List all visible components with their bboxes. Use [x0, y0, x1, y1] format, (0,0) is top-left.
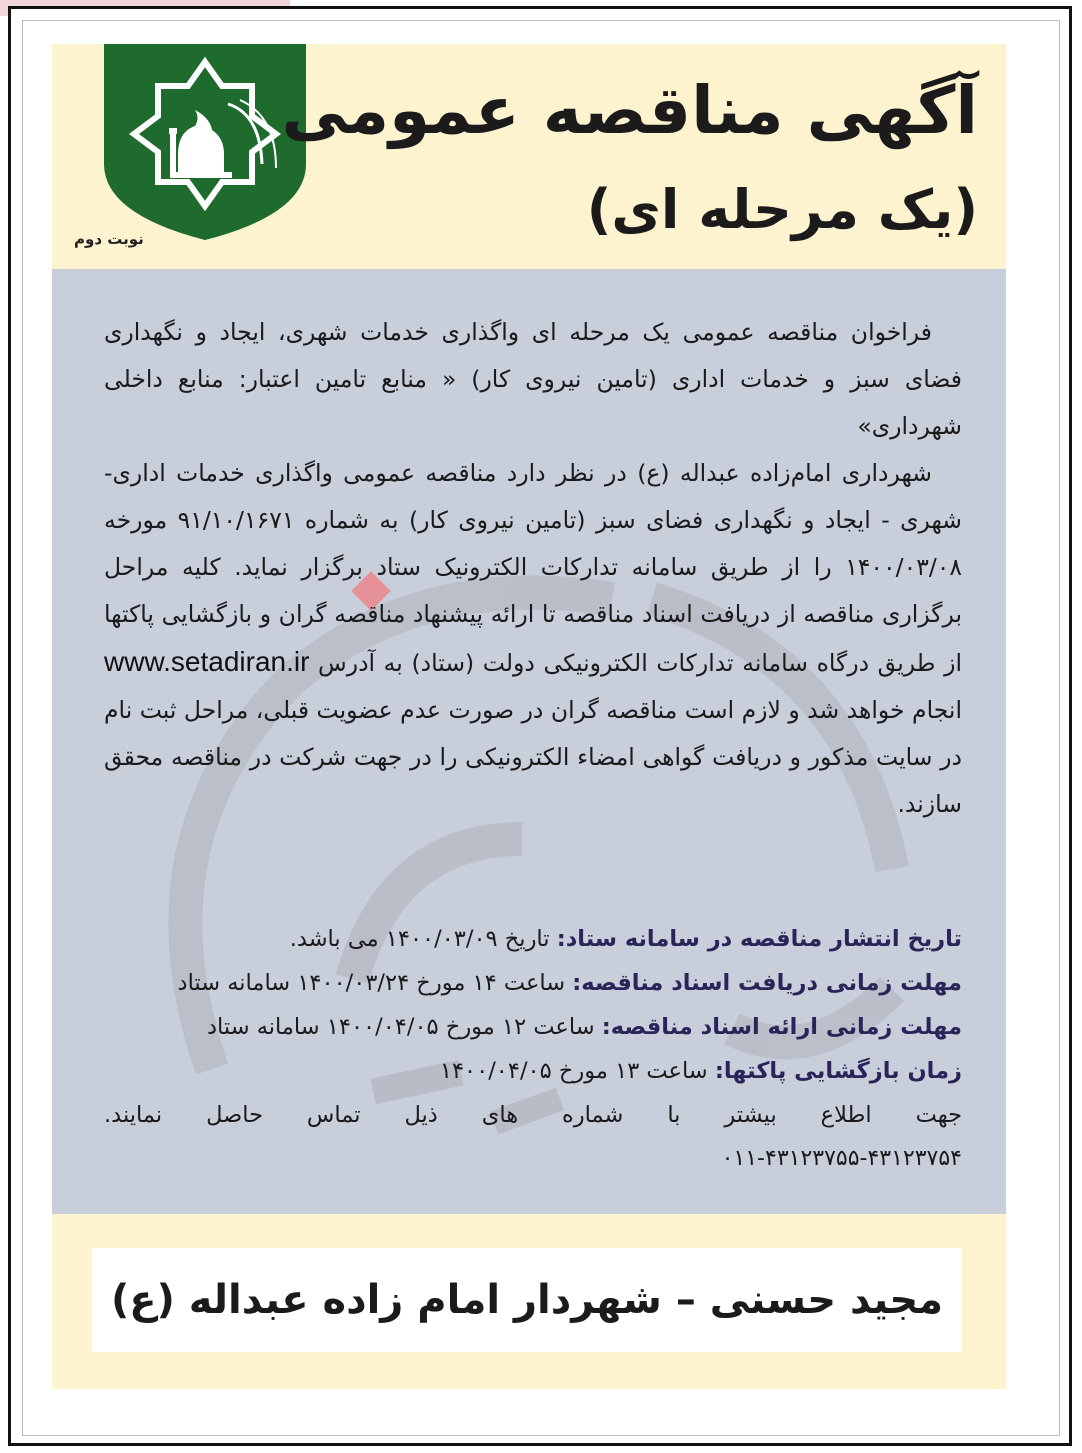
main-text-after-url: انجام خواهد شد و لازم است مناقصه گران در صورت عدم عضویت قبلی، مراحل ثبت نام در سایت مذکور و دریافت گواهی امضاء الکترونیکی را در جهت شرکت در مناقصه محقق سازند.: [104, 696, 962, 818]
date-row-publish: [104, 917, 962, 961]
tender-advertisement: [52, 44, 1006, 1389]
ad-subtitle: (یک مرحله ای): [586, 178, 978, 241]
date-row-submit-docs: [104, 1005, 962, 1049]
date-label: مهلت زمانی ارائه اسناد مناقصه:: [601, 1014, 962, 1040]
date-value: ساعت ۱۳ مورخ ۱۴۰۰/۰۴/۰۵: [439, 1058, 708, 1084]
date-label: زمان بازگشایی پاکتها:: [714, 1058, 962, 1084]
ad-body-text: [104, 309, 962, 828]
ad-body-panel: [52, 269, 1006, 1214]
date-value: ساعت ۱۲ مورخ ۱۴۰۰/۰۴/۰۵ سامانه ستاد: [207, 1014, 595, 1040]
date-value: ساعت ۱۴ مورخ ۱۴۰۰/۰۳/۲۴ سامانه ستاد: [177, 970, 566, 996]
contact-text: جهت اطلاع بیشتر با شماره های ذیل تماس حاصل نمایند.: [104, 1102, 962, 1128]
main-paragraph: [104, 450, 962, 828]
date-label: تاریخ انتشار مناقصه در سامانه ستاد:: [556, 926, 962, 952]
main-text-before-url: شهرداری امام‌زاده عبداله (ع) در نظر دارد مناقصه عمومی واگذاری خدمات اداری- شهری - ایجاد و نگهداری فضای سبز (تامین نیروی کار) به شماره ۹۱/۱۰/۱۶۷۱ مورخه ۱۴۰۰/۰۳/۰۸ را از طریق سامانه تدارکات الکترونیک ستاد برگزار نماید. کلیه مراحل برگزاری مناقصه از دریافت اسناد مناقصه تا ارائه پیشنهاد مناقصه گران و بازگشایی پاکتها از طریق درگاه سامانه تدارکات الکترونیکی دولت (ستاد) به آدرس: [104, 459, 962, 677]
mayor-signature: مجید حسنی – شهردار امام زاده عبداله (ع): [110, 1277, 944, 1323]
contact-phones: ۰۱۱-۴۳۱۲۳۷۵۵-۴۳۱۲۳۷۵۴: [721, 1146, 962, 1171]
municipality-logo-icon: [100, 44, 310, 240]
edition-label: نوبت دوم: [74, 230, 144, 248]
signature-box: [92, 1248, 962, 1352]
date-value: تاریخ ۱۴۰۰/۰۳/۰۹ می باشد.: [289, 926, 550, 952]
ad-header: [52, 44, 1006, 269]
ad-title: آگهی مناقصه عمومی: [281, 72, 978, 149]
date-label: مهلت زمانی دریافت اسناد مناقصه:: [572, 970, 962, 996]
date-row-receive-docs: [104, 961, 962, 1005]
tender-dates: [104, 917, 962, 1181]
date-row-opening: [104, 1049, 962, 1093]
intro-paragraph: فراخوان مناقصه عمومی یک مرحله ای واگذاری خدمات شهری، ایجاد و نگهداری فضای سبز و خدمات اداری (تامین نیروی کار) « منابع تامین اعتبار: منابع داخلی شهرداری»: [104, 318, 962, 440]
setadiran-link[interactable]: www.setadiran.ir: [104, 646, 310, 677]
